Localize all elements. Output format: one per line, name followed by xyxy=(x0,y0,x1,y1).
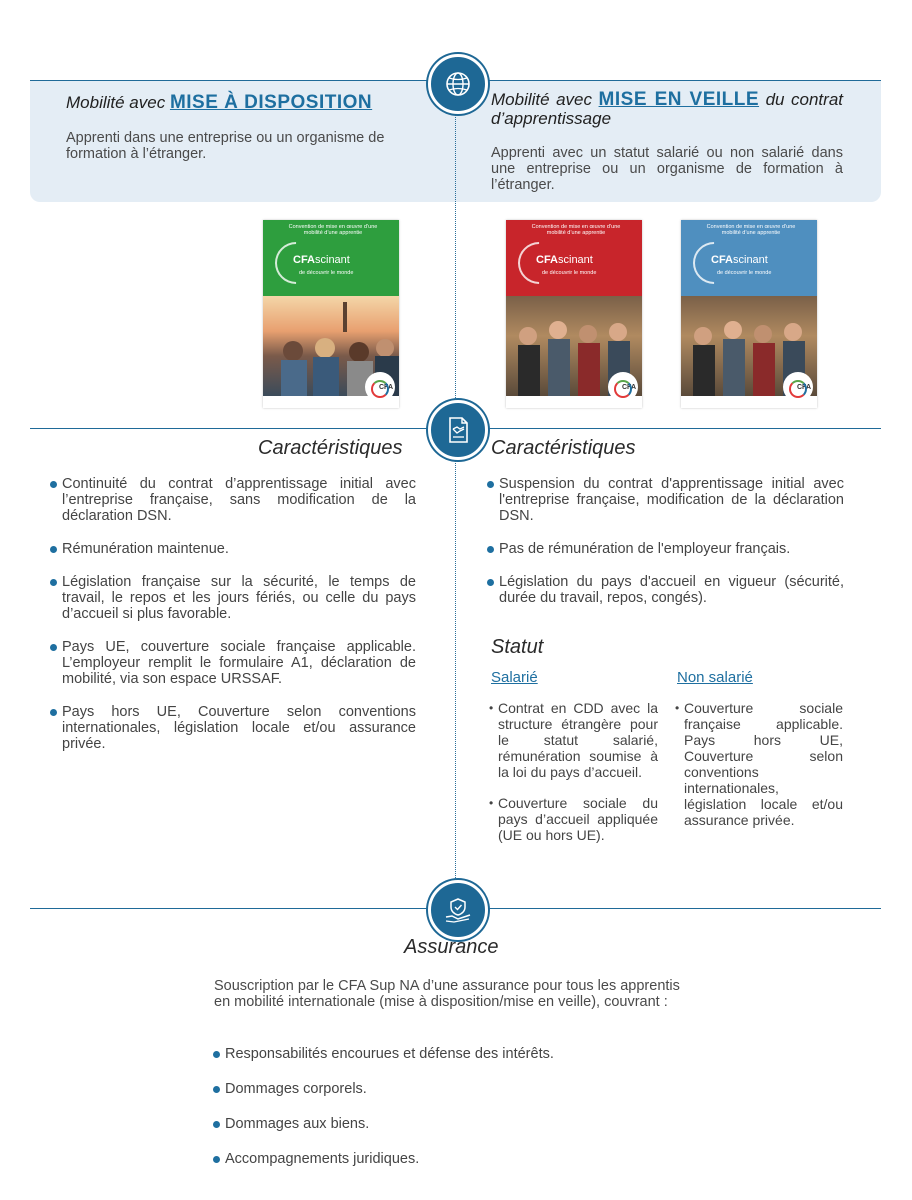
salarie-link[interactable]: Salarié xyxy=(491,669,538,686)
list-item: Accompagnements juridiques. xyxy=(213,1151,713,1167)
salarie-list xyxy=(489,700,658,858)
list-item: • Couverture sociale française applicable. Pays hors UE, Couverture selon conventions internationales, législation locale et/ou assurance privée. xyxy=(675,700,843,828)
list-item: Continuité du contrat d’apprentissage initial avec l’entreprise française, sans modification de la déclaration DSN. xyxy=(50,476,416,524)
right-characteristics-title: Caractéristiques xyxy=(491,437,636,459)
assurance-title: Assurance xyxy=(404,936,499,958)
list-item: Suspension du contrat d'apprentissage initial avec l'entreprise française, modification de la déclaration DSN. xyxy=(487,476,844,524)
right-characteristics-list xyxy=(487,476,844,623)
assurance-list xyxy=(213,1046,713,1186)
right-description: Apprenti avec un statut salarié ou non salarié dans une entreprise ou un organisme de formation à l’étranger. xyxy=(491,145,843,193)
left-characteristics-list xyxy=(50,476,416,769)
cover-green: Convention de mise en œuvre d’une mobilité d’une apprentie CFAscinant de découvrir le monde CFA xyxy=(263,220,399,408)
right-heading: Mobilité avec MISE EN VEILLE du contrat d’apprentissage xyxy=(491,89,843,128)
list-item: Pas de rémunération de l'employeur français. xyxy=(487,541,844,557)
list-item: Dommages corporels. xyxy=(213,1081,713,1097)
contract-handshake-icon xyxy=(428,400,488,460)
list-item: Dommages aux biens. xyxy=(213,1116,713,1132)
left-characteristics-title: Caractéristiques xyxy=(258,437,403,459)
list-item: Législation française sur la sécurité, le temps de travail, le repos et les jours fériés, ou celle du pays d’accueil si plus favorable. xyxy=(50,574,416,622)
mise-en-veille-link[interactable]: MISE EN VEILLE xyxy=(598,89,760,110)
mise-a-disposition-link[interactable]: MISE À DISPOSITION xyxy=(169,92,373,113)
left-description: Apprenti dans une entreprise ou un organisme de formation à l’étranger. xyxy=(66,130,385,162)
non-salarie-list xyxy=(675,700,843,843)
list-item: Responsabilités encourues et défense des intérêts. xyxy=(213,1046,713,1062)
non-salarie-link[interactable]: Non salarié xyxy=(677,669,753,686)
statut-title: Statut xyxy=(491,636,544,658)
center-divider-lower xyxy=(455,456,456,882)
assurance-intro: Souscription par le CFA Sup NA d’une assurance pour tous les apprentis en mobilité internationale (mise à disposition/mise en veille), couvrant : xyxy=(214,978,680,1010)
cover-blue: Convention de mise en œuvre d’une mobilité d’une apprentie CFAscinant de découvrir le monde CFA xyxy=(681,220,817,408)
list-item: • Contrat en CDD avec la structure étrangère pour le statut salarié, rémunération soumise à la loi du pays d’accueil. xyxy=(489,700,658,780)
left-heading: Mobilité avec MISE À DISPOSITION xyxy=(66,92,373,113)
list-item: • Couverture sociale du pays d’accueil appliquée (UE ou hors UE). xyxy=(489,795,658,843)
shield-hand-icon xyxy=(428,880,488,940)
list-item: Législation du pays d'accueil en vigueur (sécurité, durée du travail, repos, congés). xyxy=(487,574,844,606)
list-item: Pays hors UE, Couverture selon conventions internationales, législation locale et/ou assurance privée. xyxy=(50,704,416,752)
list-item: Pays UE, couverture sociale française applicable. L’employeur remplit le formulaire A1, déclaration de mobilité, via son espace URSSAF. xyxy=(50,639,416,687)
cover-red: Convention de mise en œuvre d’une mobilité d’une apprentie CFAscinant de découvrir le monde CFA xyxy=(506,220,642,408)
globe-icon xyxy=(428,54,488,114)
center-divider-upper xyxy=(455,108,456,400)
list-item: Rémunération maintenue. xyxy=(50,541,416,557)
